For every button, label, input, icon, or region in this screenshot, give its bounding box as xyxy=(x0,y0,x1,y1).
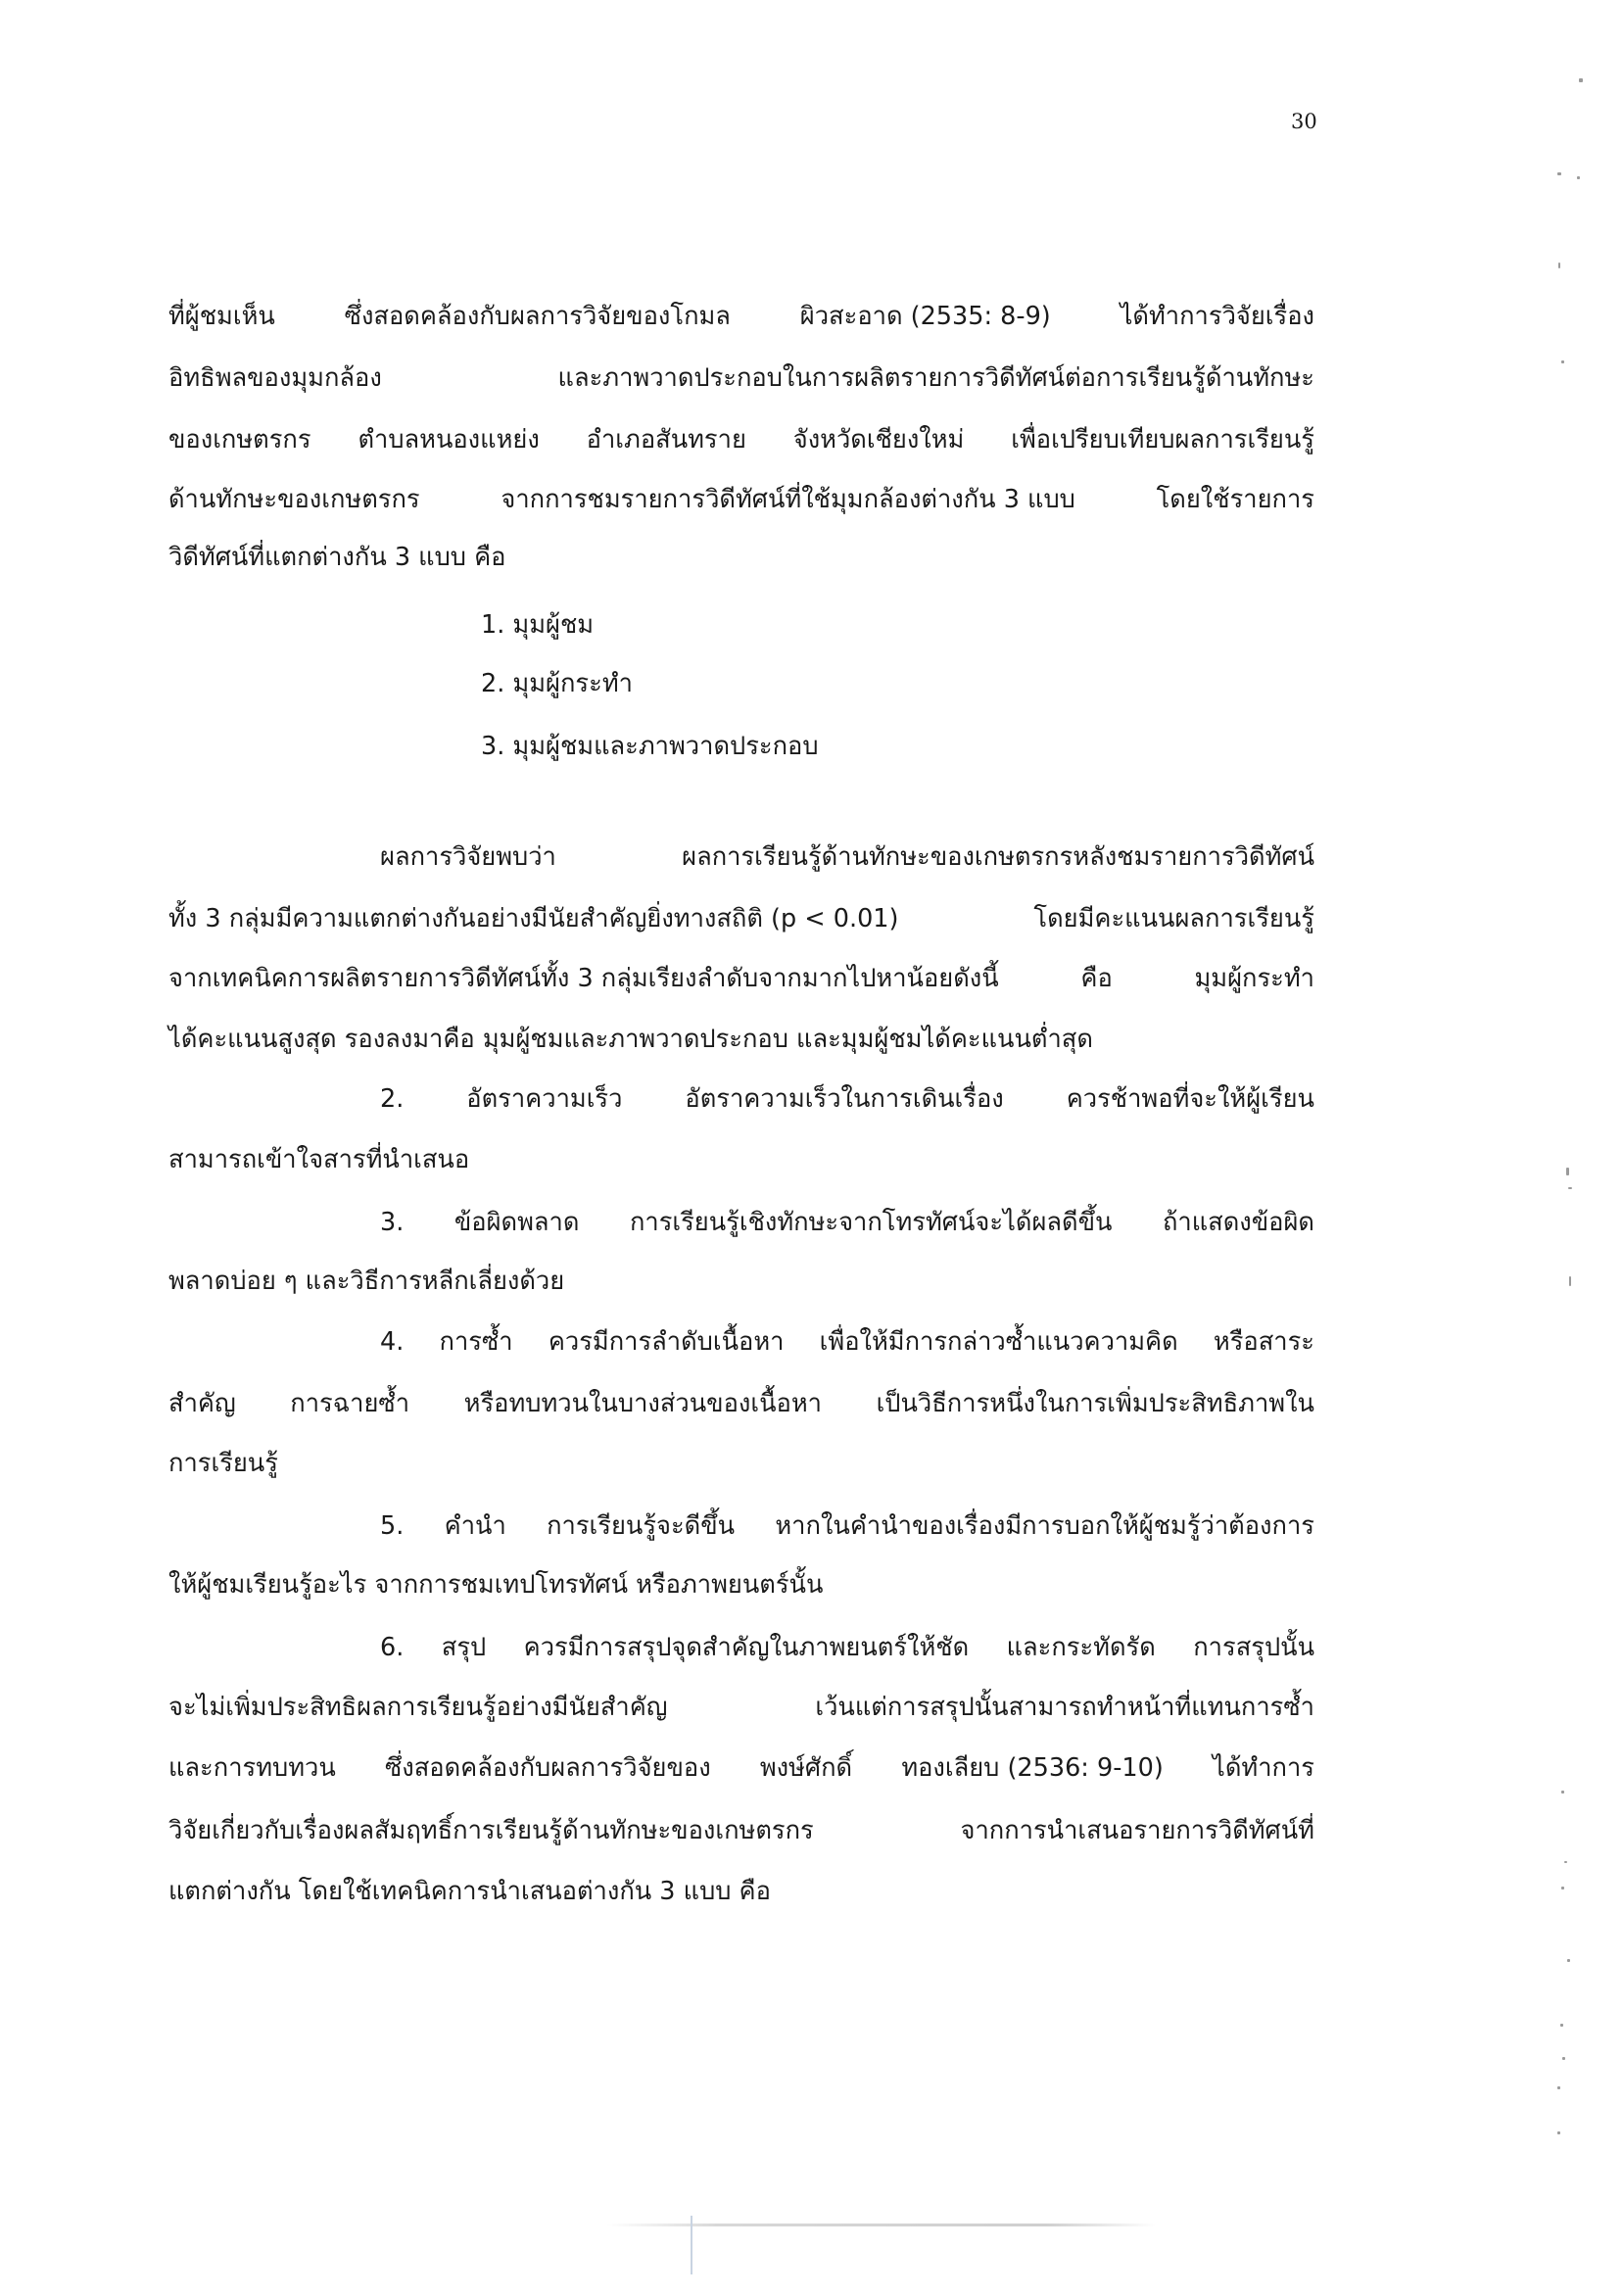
text-segment: ทั้ง 3 กลุ่มมีความแตกต่างกันอย่างมีนัยสำคัญยิ่งทางสถิติ (p < 0.01) xyxy=(168,904,899,933)
text-segment: ผลการวิจัยพบว่า xyxy=(380,842,556,872)
text-segment: ที่ผู้ชมเห็น xyxy=(168,302,275,331)
paragraph-line xyxy=(380,1327,1314,1357)
paragraph-line: วิดีทัศน์ที่แตกต่างกัน 3 แบบ คือ xyxy=(168,543,506,572)
text-segment: เพื่อให้มีการกล่าวซ้ำแนวความคิด xyxy=(819,1327,1178,1357)
text-segment: วิจัยเกี่ยวกับเรื่องผลสัมฤทธิ์การเรียนรู้ด้านทักษะของเกษตรกร xyxy=(168,1816,814,1845)
text-segment: หรือสาระ xyxy=(1213,1327,1314,1357)
scan-artifact xyxy=(1564,1861,1567,1863)
scan-artifact xyxy=(691,2216,692,2274)
paragraph-line xyxy=(168,425,1314,454)
scan-artifact xyxy=(1561,360,1564,363)
scan-artifact xyxy=(1562,2057,1565,2060)
scan-artifact xyxy=(607,2224,1156,2226)
paragraph-line xyxy=(168,485,1314,514)
paragraph-line xyxy=(380,1208,1314,1237)
text-segment: สำคัญ xyxy=(168,1389,236,1418)
text-segment: หากในคำนำของเรื่องมีการบอกให้ผู้ชมรู้ว่าต้องการ xyxy=(775,1511,1314,1541)
paragraph-line: การเรียนรู้ xyxy=(168,1449,278,1478)
scan-artifact xyxy=(1577,176,1580,179)
paragraph-line: แตกต่างกัน โดยใช้เทคนิคการนำเสนอต่างกัน 3 แบบ คือ xyxy=(168,1877,771,1906)
text-segment: ข้อผิดพลาด xyxy=(453,1208,580,1237)
text-segment: เพื่อเปรียบเทียบผลการเรียนรู้ xyxy=(1011,425,1314,454)
paragraph-line xyxy=(380,1633,1314,1662)
text-segment: 4. xyxy=(380,1327,405,1357)
text-segment: เป็นวิธีการหนึ่งในการเพิ่มประสิทธิภาพใน xyxy=(876,1389,1314,1418)
text-segment: ถ้าแสดงข้อผิด xyxy=(1162,1208,1314,1237)
paragraph-line xyxy=(168,1389,1314,1418)
text-segment: ของเกษตรกร xyxy=(168,425,311,454)
paragraph-line xyxy=(168,1816,1314,1845)
text-segment: ได้ทำการ xyxy=(1213,1753,1314,1783)
scan-artifact xyxy=(1557,172,1561,175)
paragraph-line xyxy=(168,1753,1314,1783)
text-segment: จากเทคนิคการผลิตรายการวิดีทัศน์ทั้ง 3 กลุ่มเรียงลำดับจากมากไปหาน้อยดังนี้ xyxy=(168,964,999,993)
scan-artifact xyxy=(1568,1187,1572,1189)
text-segment: ซึ่งสอดคล้องกับผลการวิจัยของโกมล xyxy=(344,302,731,331)
text-segment: ผิวสะอาด (2535: 8-9) xyxy=(799,302,1051,331)
text-segment: มุมผู้กระทำ xyxy=(1194,964,1314,993)
text-segment: ได้ทำการวิจัยเรื่อง xyxy=(1120,302,1314,331)
scan-artifact xyxy=(1557,2086,1560,2089)
text-segment: ตำบลหนองแหย่ง xyxy=(358,425,540,454)
text-segment: อัตราความเร็ว xyxy=(466,1084,623,1114)
paragraph-line xyxy=(380,842,1314,872)
paragraph-line xyxy=(380,1511,1314,1541)
text-segment: โดยมีคะแนนผลการเรียนรู้ xyxy=(1033,904,1314,933)
text-segment: หรือทบทวนในบางส่วนของเนื้อหา xyxy=(463,1389,822,1418)
scan-artifact xyxy=(1557,2131,1560,2134)
text-segment: อัตราความเร็วในการเดินเรื่อง xyxy=(685,1084,1004,1114)
text-segment: ซึ่งสอดคล้องกับผลการวิจัยของ xyxy=(384,1753,711,1783)
text-segment: ด้านทักษะของเกษตรกร xyxy=(168,485,420,514)
text-segment: สรุป xyxy=(441,1633,487,1662)
scan-artifact xyxy=(1558,263,1560,268)
text-segment: 3. xyxy=(380,1208,405,1237)
text-segment: อิทธิพลของมุมกล้อง xyxy=(168,363,382,393)
text-segment: การเรียนรู้เชิงทักษะจากโทรทัศน์จะได้ผลดีขึ้น xyxy=(629,1208,1113,1237)
paragraph-line xyxy=(168,363,1314,393)
text-segment: ทองเลียบ (2536: 9-10) xyxy=(901,1753,1164,1783)
text-segment: คำนำ xyxy=(444,1511,506,1541)
text-segment: พงษ์ศักดิ์ xyxy=(759,1753,853,1783)
paragraph-line xyxy=(380,1084,1314,1114)
scan-artifact xyxy=(1567,1959,1570,1962)
text-segment: ควรมีการลำดับเนื้อหา xyxy=(548,1327,785,1357)
text-segment: จากการนำเสนอรายการวิดีทัศน์ที่ xyxy=(960,1816,1314,1845)
scan-artifact xyxy=(1560,2024,1563,2027)
text-segment: อำเภอสันทราย xyxy=(586,425,746,454)
scan-artifact xyxy=(1561,1887,1564,1889)
text-segment: คือ xyxy=(1080,964,1113,993)
text-segment: การซ้ำ xyxy=(439,1327,513,1357)
text-segment: และกระทัดรัด xyxy=(1006,1633,1156,1662)
text-segment: จะไม่เพิ่มประสิทธิผลการเรียนรู้อย่างมีนัยสำคัญ xyxy=(168,1693,668,1722)
text-segment: ควรช้าพอที่จะให้ผู้เรียน xyxy=(1066,1084,1314,1114)
text-segment: โดยใช้รายการ xyxy=(1156,485,1314,514)
text-segment: จากการชมรายการวิดีทัศน์ที่ใช้มุมกล้องต่างกัน 3 แบบ xyxy=(501,485,1075,514)
paragraph-line xyxy=(168,1693,1314,1722)
text-segment: เว้นแต่การสรุปนั้นสามารถทำหน้าที่แทนการซ้ำ xyxy=(815,1693,1314,1722)
paragraph-line xyxy=(168,904,1314,933)
text-segment: และภาพวาดประกอบในการผลิตรายการวิดีทัศน์ต่อการเรียนรู้ด้านทักษะ xyxy=(557,363,1314,393)
text-segment: จังหวัดเชียงใหม่ xyxy=(792,425,965,454)
paragraph-line: พลาดบ่อย ๆ และวิธีการหลีกเลี่ยงด้วย xyxy=(168,1267,565,1296)
scan-artifact xyxy=(1561,1791,1564,1794)
paragraph-line: ให้ผู้ชมเรียนรู้อะไร จากการชมเทปโทรทัศน์ หรือภาพยนตร์นั้น xyxy=(168,1570,824,1600)
scan-artifact xyxy=(1566,1168,1569,1175)
paragraph-line xyxy=(168,302,1314,331)
text-segment: 6. xyxy=(380,1633,405,1662)
page-number: 30 xyxy=(1291,110,1317,133)
paragraph-line xyxy=(168,964,1314,993)
scan-artifact xyxy=(1579,78,1583,82)
text-segment: 2. xyxy=(380,1084,405,1114)
list-item: 2. มุมผู้กระทำ xyxy=(481,669,633,698)
text-segment: ควรมีการสรุปจุดสำคัญในภาพยนตร์ให้ชัด xyxy=(523,1633,970,1662)
text-segment: และการทบทวน xyxy=(168,1753,336,1783)
paragraph-line: สามารถเข้าใจสารที่นำเสนอ xyxy=(168,1145,470,1174)
list-item: 3. มุมผู้ชมและภาพวาดประกอบ xyxy=(481,732,819,761)
scan-artifact xyxy=(1569,1276,1571,1286)
text-segment: การเรียนรู้จะดีขึ้น xyxy=(547,1511,736,1541)
paragraph-line: ได้คะแนนสูงสุด รองลงมาคือ มุมผู้ชมและภาพวาดประกอบ และมุมผู้ชมได้คะแนนต่ำสุด xyxy=(168,1025,1093,1054)
text-segment: ผลการเรียนรู้ด้านทักษะของเกษตรกรหลังชมรายการวิดีทัศน์ xyxy=(682,842,1314,872)
text-segment: 5. xyxy=(380,1511,405,1541)
text-segment: การฉายซ้ำ xyxy=(290,1389,410,1418)
text-segment: การสรุปนั้น xyxy=(1193,1633,1314,1662)
list-item: 1. มุมผู้ชม xyxy=(481,610,595,640)
